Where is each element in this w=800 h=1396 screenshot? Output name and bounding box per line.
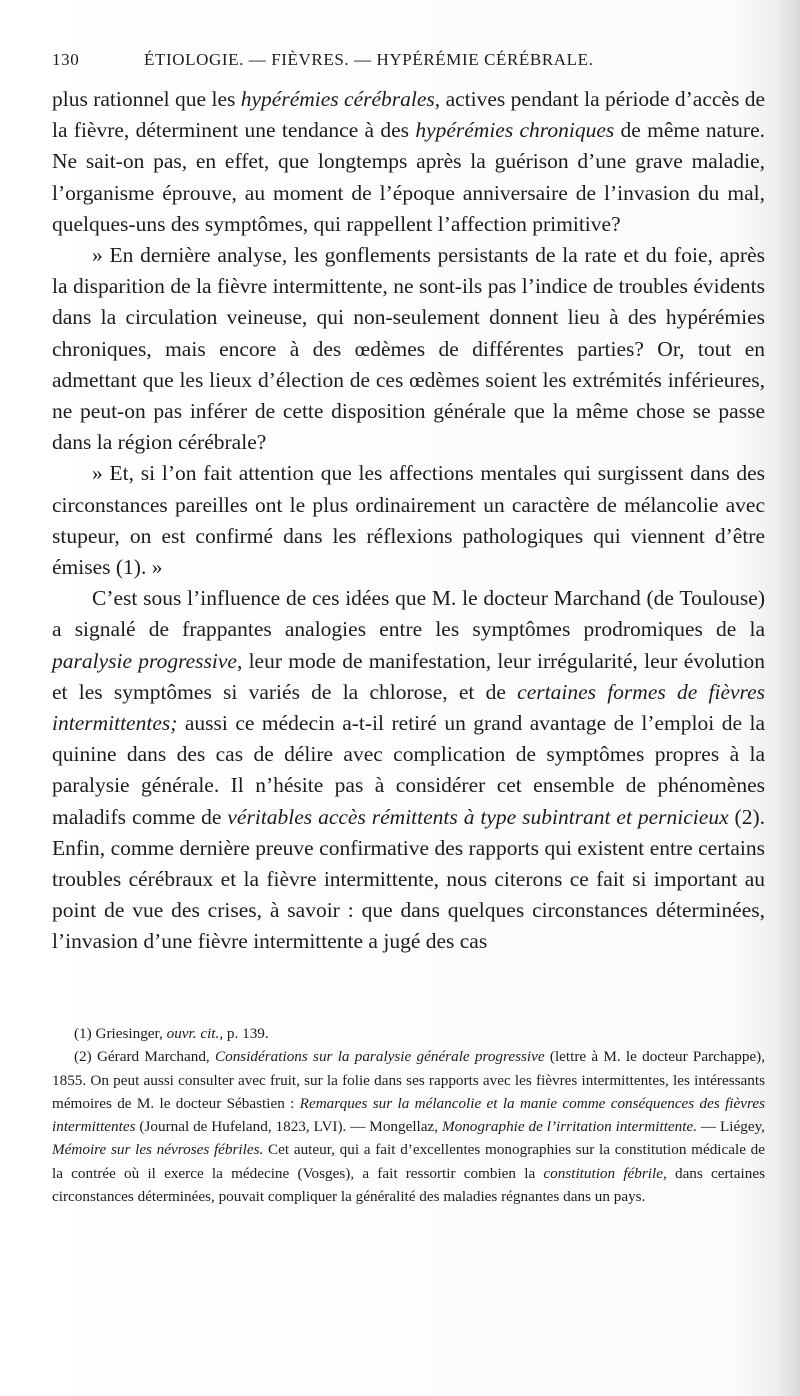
text-run: , dans certaines circonstances déterminées, pouvait compliquer la généralité des maladies régnantes dans un pays. bbox=[52, 1164, 765, 1206]
italic-text: ouvr. cit. bbox=[166, 1025, 220, 1042]
italic-text: Monographie de l’irritation intermittente. bbox=[441, 1118, 698, 1136]
footnotes bbox=[52, 1022, 765, 1208]
italic-text: hypérémies chroniques bbox=[415, 118, 615, 143]
text-run: (2) Gérard Marchand, bbox=[74, 1048, 215, 1066]
italic-text: certaines formes de fièvres intermittentes; bbox=[52, 679, 766, 736]
footnote bbox=[52, 1045, 765, 1208]
italic-text: Considérations sur la paralysie générale progressive bbox=[214, 1048, 545, 1066]
italic-text: véritables accès rémittents à type subintrant et pernicieux bbox=[227, 804, 729, 829]
main-text bbox=[52, 84, 765, 958]
text-run: aussi ce médecin a-t-il retiré un grand avantage de l’emploi de la quinine dans des cas de délire avec complication de symptômes propres à la paralysie générale. Il n’hésite pas à considérer cet ensemble de phénomènes maladifs comme de bbox=[52, 711, 765, 829]
italic-text: Mémoire sur les névroses fébriles. bbox=[52, 1141, 264, 1159]
text-run: plus rationnel que les bbox=[52, 87, 241, 111]
text-run: , actives pendant la période d’accès de la fièvre, déterminent une tendance à des bbox=[52, 87, 765, 143]
footnote bbox=[52, 1022, 765, 1045]
text-run: » En dernière analyse, les gonflements persistants de la rate et du foie, après la disparition de la fièvre intermittente, ne sont-ils pas l’indice de troubles évidents dans la circulation veineuse, qui non-seulement donnent lieu à des hypérémies chroniques, mais encore à des œdèmes de différentes parties? Or, tout en admettant que les lieux d’élection de ces œdèmes soient les extrémités inférieures, ne peut-on pas inférer de cette disposition générale que la même chose se passe dans la région cérébrale? bbox=[52, 243, 765, 455]
page-number: 130 bbox=[52, 50, 80, 69]
text-run: , leur mode de manifestation, leur irrégularité, leur évolution et les symptômes si variés de la chlorose, et de bbox=[52, 648, 765, 704]
running-title: ÉTIOLOGIE. — FIÈVRES. — HYPÉRÉMIE CÉRÉBRALE. bbox=[144, 50, 594, 69]
paragraph bbox=[52, 458, 765, 583]
italic-text: paralysie progressive bbox=[52, 648, 237, 673]
text-run: — Liégey, bbox=[697, 1118, 765, 1136]
paragraph bbox=[52, 583, 765, 957]
text-run: (1) Griesinger, bbox=[74, 1025, 167, 1042]
italic-text: Remarques sur la mélancolie et la manie comme conséquences des fièvres intermittentes bbox=[52, 1094, 766, 1136]
italic-text: constitution fébrile bbox=[543, 1164, 663, 1182]
text-run: (2). Enfin, comme dernière preuve confirmative des rapports qui existent entre certains troubles cérébraux et la fièvre intermittente, nous citerons ce fait si important au point de vue des crises, à savoir : que dans quelques circonstances déterminées, l’invasion d’une fièvre intermittente a jugé des cas bbox=[52, 804, 765, 954]
page-header bbox=[52, 50, 760, 78]
paragraph bbox=[52, 84, 765, 240]
text-run: » Et, si l’on fait attention que les affections mentales qui surgissent dans des circonstances pareilles ont le plus ordinairement un caractère de mélancolie avec stupeur, on est confirmé dans les réflexions pathologiques qui viennent d’être émises (1). » bbox=[52, 461, 765, 580]
text-run: (Journal de Hufeland, 1823, LVI). — Mongellaz, bbox=[135, 1118, 442, 1136]
text-run: , p. 139. bbox=[219, 1025, 269, 1042]
italic-text: hypérémies cérébrales bbox=[240, 87, 435, 111]
text-run: Cet auteur, qui a fait d’excellentes monographies sur la constitution médicale de la contrée où il exerce la médecine (Vosges), a fait ressortir combien la bbox=[52, 1141, 766, 1182]
text-run: (lettre à M. le docteur Parchappe), 1855. On peut aussi consulter avec fruit, sur la folie dans ses rapports avec les fièvres intermittentes, les intéressants mémoires de M. le docteur Sébastien : bbox=[52, 1048, 766, 1112]
text-run: de même nature. Ne sait-on pas, en effet, que longtemps après la guérison d’une grave maladie, l’organisme éprouve, au moment de l’époque anniversaire de l’invasion du mal, quelques-uns des symptômes, qui rappellent l’affection primitive? bbox=[52, 118, 766, 236]
paragraph bbox=[52, 240, 765, 458]
text-run: C’est sous l’influence de ces idées que M. le docteur Marchand (de Toulouse) a signalé de frappantes analogies entre les symptômes prodromiques de la bbox=[52, 586, 765, 642]
